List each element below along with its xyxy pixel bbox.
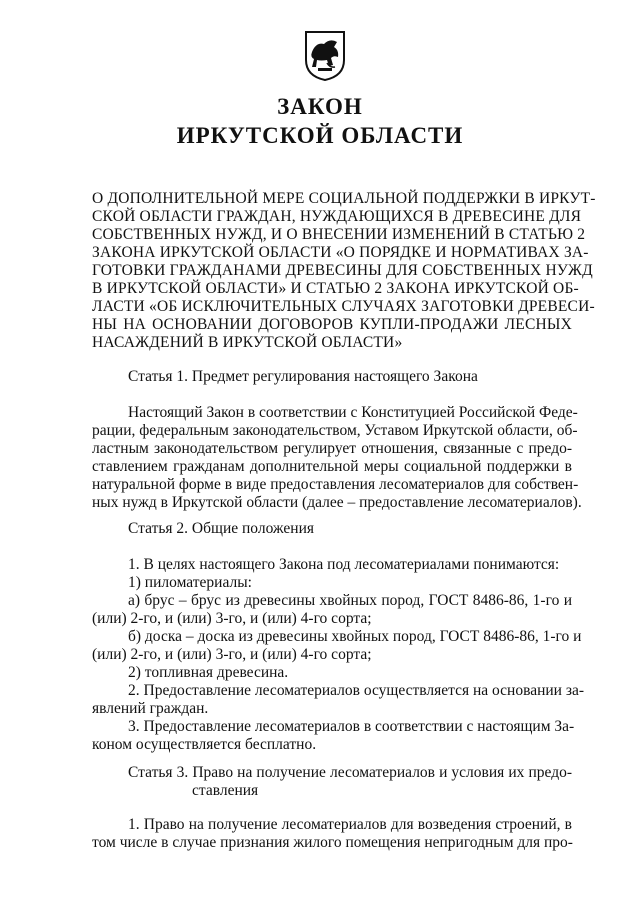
paragraph-line: явлений граждан. — [92, 700, 209, 717]
paragraph-line: ных нужд в Иркутской области (далее – предоставление лесоматериалов). — [92, 494, 582, 511]
paragraph-line: б) доска – доска из древесины хвойных пород, ГОСТ 8486-86, 1-го и — [128, 628, 582, 645]
region-title: ИРКУТСКОЙ ОБЛАСТИ — [176, 123, 464, 148]
heading-line: НЫ НА ОСНОВАНИИ ДОГОВОРОВ КУПЛИ-ПРОДАЖИ ЛЕСНЫХ — [92, 316, 572, 333]
heading-line: НАСАЖДЕНИЙ В ИРКУТСКОЙ ОБЛАСТИ» — [92, 334, 403, 351]
paragraph-line: 1. В целях настоящего Закона под лесоматериалами понимаются: — [128, 556, 560, 573]
paragraph-line: 2) топливная древесина. — [128, 664, 289, 681]
paragraph-line: 3. Предоставление лесоматериалов в соответствии с настоящим За- — [128, 718, 575, 735]
heading-line: СОБСТВЕННЫХ НУЖД, И О ВНЕСЕНИИ ИЗМЕНЕНИЙ В СТАТЬЮ 2 — [92, 226, 586, 243]
article-2-title: Статья 2. Общие положения — [128, 520, 315, 537]
heading-line: ЗАКОНА ИРКУТСКОЙ ОБЛАСТИ «О ПОРЯДКЕ И НОРМАТИВАХ ЗА- — [92, 244, 589, 261]
paragraph-line: а) брус – брус из древесины хвойных пород, ГОСТ 8486-86, 1-го и — [128, 592, 572, 609]
paragraph-line: натуральной форме в виде предоставления лесоматериалов для собствен- — [92, 476, 579, 493]
paragraph-line: рации, федеральным законодательством, Уставом Иркутской области, об- — [92, 422, 578, 439]
irkutsk-coat-of-arms-icon — [304, 30, 346, 82]
heading-line: ЛАСТИ «ОБ ИСКЛЮЧИТЕЛЬНЫХ СЛУЧАЯХ ЗАГОТОВКИ ДРЕВЕСИ- — [92, 298, 595, 315]
paragraph-line: (или) 2-го, и (или) 3-го, и (или) 4-го сорта; — [92, 610, 372, 627]
paragraph-line: 2. Предоставление лесоматериалов осуществляется на основании за- — [128, 682, 584, 699]
paragraph-line: ставлением гражданам дополнительной меры социальной поддержки в — [92, 458, 572, 475]
article-1-title: Статья 1. Предмет регулирования настоящего Закона — [128, 368, 478, 385]
paragraph-line: том числе в случае признания жилого помещения непригодным для про- — [92, 834, 573, 851]
paragraph-line: ластным законодательством регулирует отношения, связанные с предо- — [92, 440, 572, 457]
paragraph-line: 1. Право на получение лесоматериалов для возведения строений, в — [128, 816, 572, 833]
heading-line: О ДОПОЛНИТЕЛЬНОЙ МЕРЕ СОЦИАЛЬНОЙ ПОДДЕРЖКИ В ИРКУТ- — [92, 190, 596, 207]
paragraph-line: Настоящий Закон в соответствии с Конституцией Российской Феде- — [128, 404, 578, 421]
paragraph-line: 1) пиломатериалы: — [128, 574, 252, 591]
heading-line: ГОТОВКИ ГРАЖДАНАМИ ДРЕВЕСИНЫ ДЛЯ СОБСТВЕННЫХ НУЖД — [92, 262, 593, 279]
heading-line: В ИРКУТСКОЙ ОБЛАСТИ» И СТАТЬЮ 2 ЗАКОНА ИРКУТСКОЙ ОБ- — [92, 280, 579, 297]
paragraph-line: (или) 2-го, и (или) 3-го, и (или) 4-го сорта; — [92, 646, 372, 663]
article-3-title-continued: ставления — [192, 782, 259, 799]
paragraph-line: коном осуществляется бесплатно. — [92, 736, 317, 753]
article-3-title: Статья 3. Право на получение лесоматериалов и условия их предо- — [128, 764, 572, 781]
law-title: ЗАКОН — [277, 94, 363, 119]
heading-line: СКОЙ ОБЛАСТИ ГРАЖДАН, НУЖДАЮЩИХСЯ В ДРЕВЕСИНЕ ДЛЯ — [92, 208, 582, 225]
